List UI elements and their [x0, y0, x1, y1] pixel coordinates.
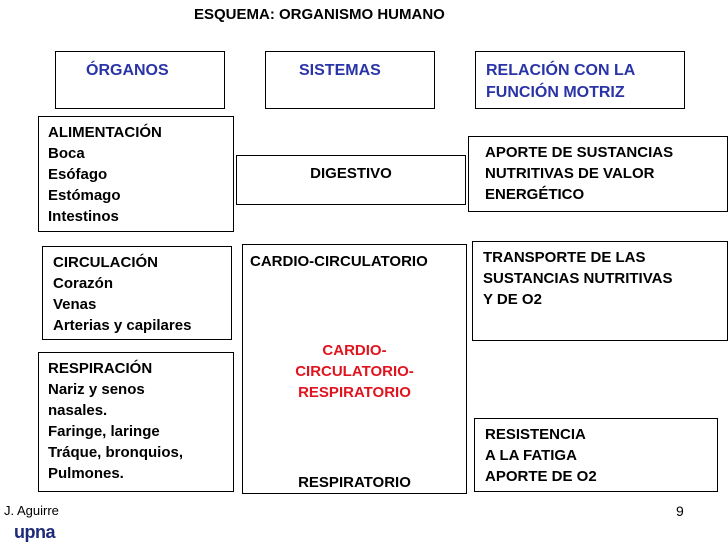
relation-resistencia-text: RESISTENCIA A LA FATIGA APORTE DE O2: [485, 426, 597, 485]
organ-circulacion-box: [42, 246, 232, 340]
header-relacion-label: RELACIÓN CON LA FUNCIÓN MOTRIZ: [486, 62, 636, 101]
system-digestivo-box: [236, 155, 466, 205]
system-cardio-respiratorio-label: CARDIO- CIRCULATORIO- RESPIRATORIO: [295, 342, 414, 401]
header-organos-label: ÓRGANOS: [86, 62, 169, 79]
system-digestivo-label: DIGESTIVO: [310, 165, 392, 182]
header-sistemas-box: [265, 51, 435, 109]
header-organos-box: [55, 51, 225, 109]
relation-transporte-text: TRANSPORTE DE LAS SUSTANCIAS NUTRITIVAS Y DE O2: [483, 249, 673, 308]
header-relacion-box: [475, 51, 685, 109]
organ-circulacion-text: CIRCULACIÓN Corazón Venas Arterias y capilares: [53, 254, 192, 334]
organ-alimentacion-text: ALIMENTACIÓN Boca Esófago Estómago Intestinos: [48, 124, 162, 225]
relation-aporte-box: [468, 136, 728, 212]
page-title: ESQUEMA: ORGANISMO HUMANO: [194, 6, 445, 23]
relation-transporte-box: [472, 241, 728, 341]
relation-resistencia-box: [474, 418, 718, 492]
organ-alimentacion-box: [38, 116, 234, 232]
upna-logo: [14, 522, 55, 543]
system-respiratorio-label: RESPIRATORIO: [298, 474, 411, 491]
system-cardio-circulatorio-label: CARDIO-CIRCULATORIO: [250, 253, 428, 270]
footer-author: J. Aguirre: [4, 503, 59, 518]
system-cardio-box: [242, 244, 467, 494]
organ-respiracion-box: [38, 352, 234, 492]
upna-logo-text: upna: [14, 522, 55, 542]
header-sistemas-label: SISTEMAS: [299, 62, 381, 79]
organ-respiracion-text: RESPIRACIÓN Nariz y senos nasales. Faringe, laringe Tráque, bronquios, Pulmones.: [48, 360, 184, 482]
relation-aporte-text: APORTE DE SUSTANCIAS NUTRITIVAS DE VALOR ENERGÉTICO: [485, 144, 674, 203]
page-number: 9: [676, 503, 684, 519]
